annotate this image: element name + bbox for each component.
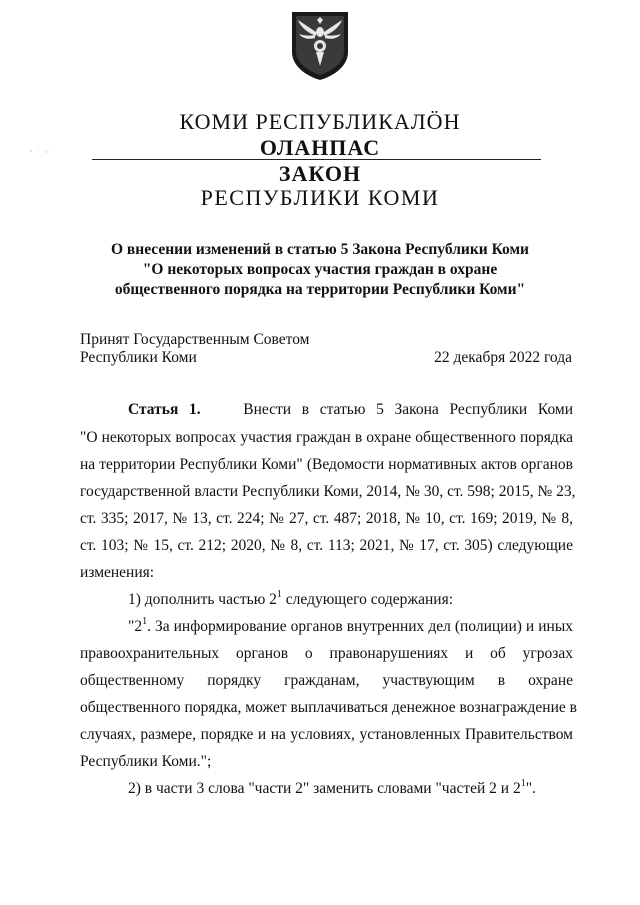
quote-line: общественного порядка, может выплачиваться денежное вознаграждение в [80,699,577,716]
article1-line: государственной власти Республики Коми, 2014, № 30, ст. 598; 2015, № 23, [80,483,576,500]
acceptance-date: 22 декабря 2022 года [434,349,572,366]
law-title-line-2: "О некоторых вопросах участия граждан в охране [142,261,498,278]
article-label: Статья 1. [128,401,201,418]
header-respubliki-line: РЕСПУБЛИКИ КОМИ [200,185,440,210]
quote-line: Республики Коми."; [80,753,212,770]
acceptance-line-2: Республики Коми [80,349,197,366]
header-komi-line: КОМИ РЕСПУБЛИКАЛÖН [179,109,461,134]
law-title-line-3: общественного порядка на территории Республики Коми" [114,281,526,298]
komi-coat-of-arms-icon [288,8,352,82]
article1-line: на территории Республики Коми" (Ведомости нормативных актов органов [80,456,573,473]
article1-line: ст. 103; № 15, ст. 212; 2020, № 8, ст. 113; 2021, № 17, ст. 305) следующие [80,537,573,554]
item2-line: 2) в части 3 слова "части 2" заменить словами "частей 2 и $2^1$". [128,777,536,797]
header-zakon-line: ЗАКОН [278,161,362,186]
quote-line: общественному порядку гражданам, участвующим в охране [80,672,573,689]
article1-line: "О некоторых вопросах участия граждан в охране общественного порядка [80,429,573,446]
article1-line: изменения: [80,564,155,581]
quote-line: правоохранительных органов о правонарушениях и об угрозах [80,645,573,662]
item1-line: 1) дополнить частью $2^1$ следующего содержания: [128,588,454,608]
acceptance-line-1: Принят Государственным Советом [80,331,310,348]
law-title-line-1: О внесении изменений в статью 5 Закона Республики Коми [111,241,529,258]
header-olanpas-line: ОЛАНПАС [259,135,381,160]
article1-line: ст. 335; 2017, № 13, ст. 224; № 27, ст. 487; 2018, № 10, ст. 169; 2019, № 8, [80,510,573,527]
quote-first-line: "$2^1$. За информирование органов внутренних дел (полиции) и иных [128,615,573,635]
article1-line: Внести в статью 5 Закона Республики Коми [243,401,574,418]
header-divider [92,159,541,160]
quote-line: случаях, размере, порядке и на условиях, установленных Правительством [80,726,573,743]
article1-first-line [128,401,573,419]
